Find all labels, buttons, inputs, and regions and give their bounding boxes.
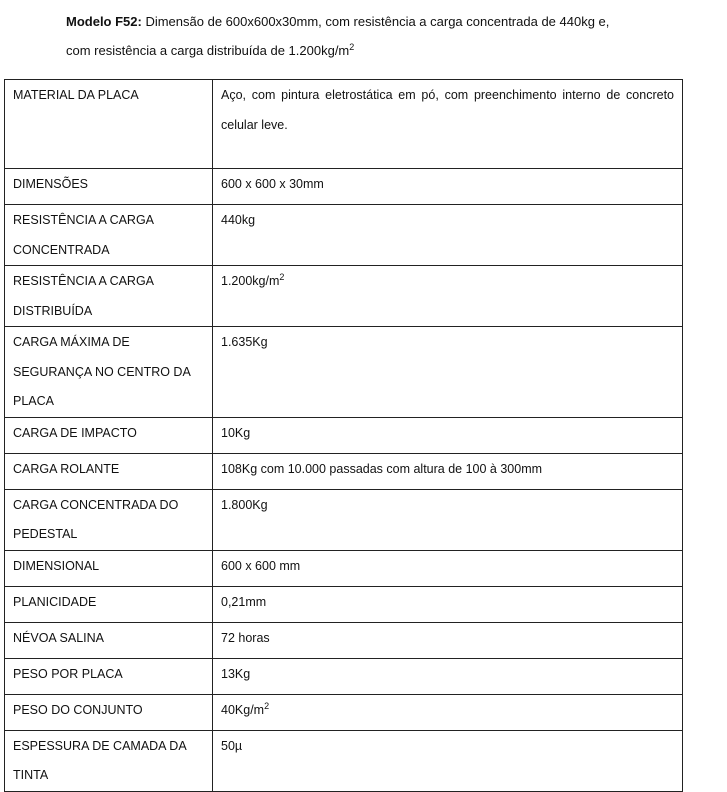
row-value-text: 108Kg com 10.000 passadas com altura de 100 à 300mm [221,461,543,476]
row-value [213,453,683,489]
intro-line-2: com resistência a carga distribuída de 1.200kg/m [66,43,350,58]
intro-line-1: Dimensão de 600x600x30mm, com resistência a carga concentrada de 440kg e, [141,14,610,29]
table-row [5,80,683,169]
table-row [5,417,683,453]
row-value [213,417,683,453]
row-value [213,169,683,205]
row-value [213,266,683,327]
row-value-text: 50µ [221,738,243,753]
row-label: NÉVOA SALINA [5,622,213,658]
intro-line-2-sup: 2 [349,42,355,52]
row-label: PESO POR PLACA [5,658,213,694]
row-value [213,658,683,694]
row-value-sup: 2 [279,272,285,282]
row-value-text: 13Kg [221,666,251,681]
table-row [5,489,683,550]
table-row [5,266,683,327]
table-row [5,327,683,418]
row-value-text: 10Kg [221,425,251,440]
table-row [5,658,683,694]
model-label: Modelo F52: [66,14,142,29]
row-label: CARGA CONCENTRADA DO PEDESTAL [5,489,213,550]
row-value [213,327,683,418]
row-label: RESISTÊNCIA A CARGA CONCENTRADA [5,205,213,266]
row-value-sup: 2 [264,700,270,711]
row-value [213,205,683,266]
row-label: MATERIAL DA PLACA [5,80,213,169]
row-value-text: 1.800Kg [221,497,268,512]
spec-table [4,79,683,792]
row-value [213,622,683,658]
table-row [5,694,683,730]
table-row [5,550,683,586]
row-value-text: 440kg [221,213,256,227]
row-label: RESISTÊNCIA A CARGA DISTRIBUÍDA [5,266,213,327]
row-label: DIMENSIONAL [5,550,213,586]
intro-paragraph [66,7,688,65]
row-value [213,586,683,622]
row-label: CARGA MÁXIMA DE SEGURANÇA NO CENTRO DA PLACA [5,327,213,418]
row-label: PESO DO CONJUNTO [5,694,213,730]
row-label: CARGA ROLANTE [5,453,213,489]
table-row [5,205,683,266]
row-value [213,489,683,550]
row-value [213,550,683,586]
row-label: DIMENSÕES [5,169,213,205]
row-label: CARGA DE IMPACTO [5,417,213,453]
row-value-text: 600 x 600 mm [221,558,301,573]
row-value [213,730,683,791]
table-row [5,586,683,622]
row-value-text: 40Kg/m [221,702,265,717]
row-value-text: 0,21mm [221,594,267,609]
table-row [5,622,683,658]
row-value-text: Aço, com pintura eletrostática em pó, com preenchimento interno de concreto celular leve. [221,88,674,132]
row-value-text: 600 x 600 x 30mm [221,177,324,191]
table-row [5,730,683,791]
table-row [5,169,683,205]
row-value [213,694,683,730]
row-label: PLANICIDADE [5,586,213,622]
row-value-text: 1.200kg/m [221,274,280,288]
row-value [213,80,683,169]
row-label: ESPESSURA DE CAMADA DA TINTA [5,730,213,791]
table-row [5,453,683,489]
row-value-text: 1.635Kg [221,335,268,349]
row-value-text: 72 horas [221,630,270,645]
